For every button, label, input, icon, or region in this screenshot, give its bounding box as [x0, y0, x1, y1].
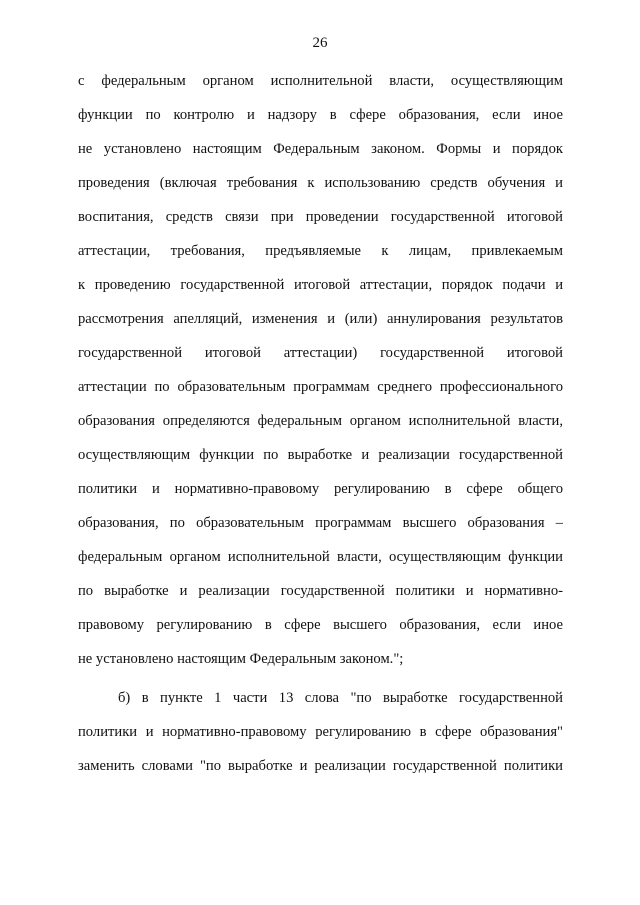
- text-line: аттестации, требования, предъявляемые к лицам, привлекаемым: [78, 243, 563, 259]
- text-line: по выработке и реализации государственной политики и нормативно-: [78, 583, 563, 599]
- text-line: правовому регулированию в сфере высшего образования, если иное: [78, 617, 563, 633]
- text-line: функции по контролю и надзору в сфере образования, если иное: [78, 107, 563, 123]
- text-line: аттестации по образовательным программам среднего профессионального: [78, 379, 563, 395]
- text-line: государственной итоговой аттестации) государственной итоговой: [78, 345, 563, 361]
- paragraph-1: [78, 72, 563, 684]
- page-number: 26: [312, 35, 328, 51]
- text-line-first: б) в пункте 1 части 13 слова "по выработке государственной: [118, 690, 563, 706]
- text-line: воспитания, средств связи при проведении государственной итоговой: [78, 209, 563, 225]
- text-line: к проведению государственной итоговой аттестации, порядок подачи и: [78, 277, 563, 293]
- text-line: образования, по образовательным программам высшего образования –: [78, 515, 563, 531]
- text-line: рассмотрения апелляций, изменения и (или) аннулирования результатов: [78, 311, 563, 327]
- text-line: проведения (включая требования к использованию средств обучения и: [78, 175, 563, 191]
- text-line: политики и нормативно-правовому регулированию в сфере образования": [78, 724, 563, 740]
- text-line: заменить словами "по выработке и реализации государственной политики: [78, 758, 563, 774]
- text-line: образования определяются федеральным органом исполнительной власти,: [78, 413, 563, 429]
- text-line: не установлено настоящим Федеральным законом. Формы и порядок: [78, 141, 563, 157]
- text-line: политики и нормативно-правовому регулированию в сфере общего: [78, 481, 563, 497]
- text-line-last: не установлено настоящим Федеральным законом.";: [78, 651, 404, 667]
- text-line: с федеральным органом исполнительной власти, осуществляющим: [78, 73, 563, 89]
- text-line: осуществляющим функции по выработке и реализации государственной: [78, 447, 563, 463]
- paragraph-2: [78, 689, 563, 791]
- text-line: федеральным органом исполнительной власти, осуществляющим функции: [78, 549, 563, 565]
